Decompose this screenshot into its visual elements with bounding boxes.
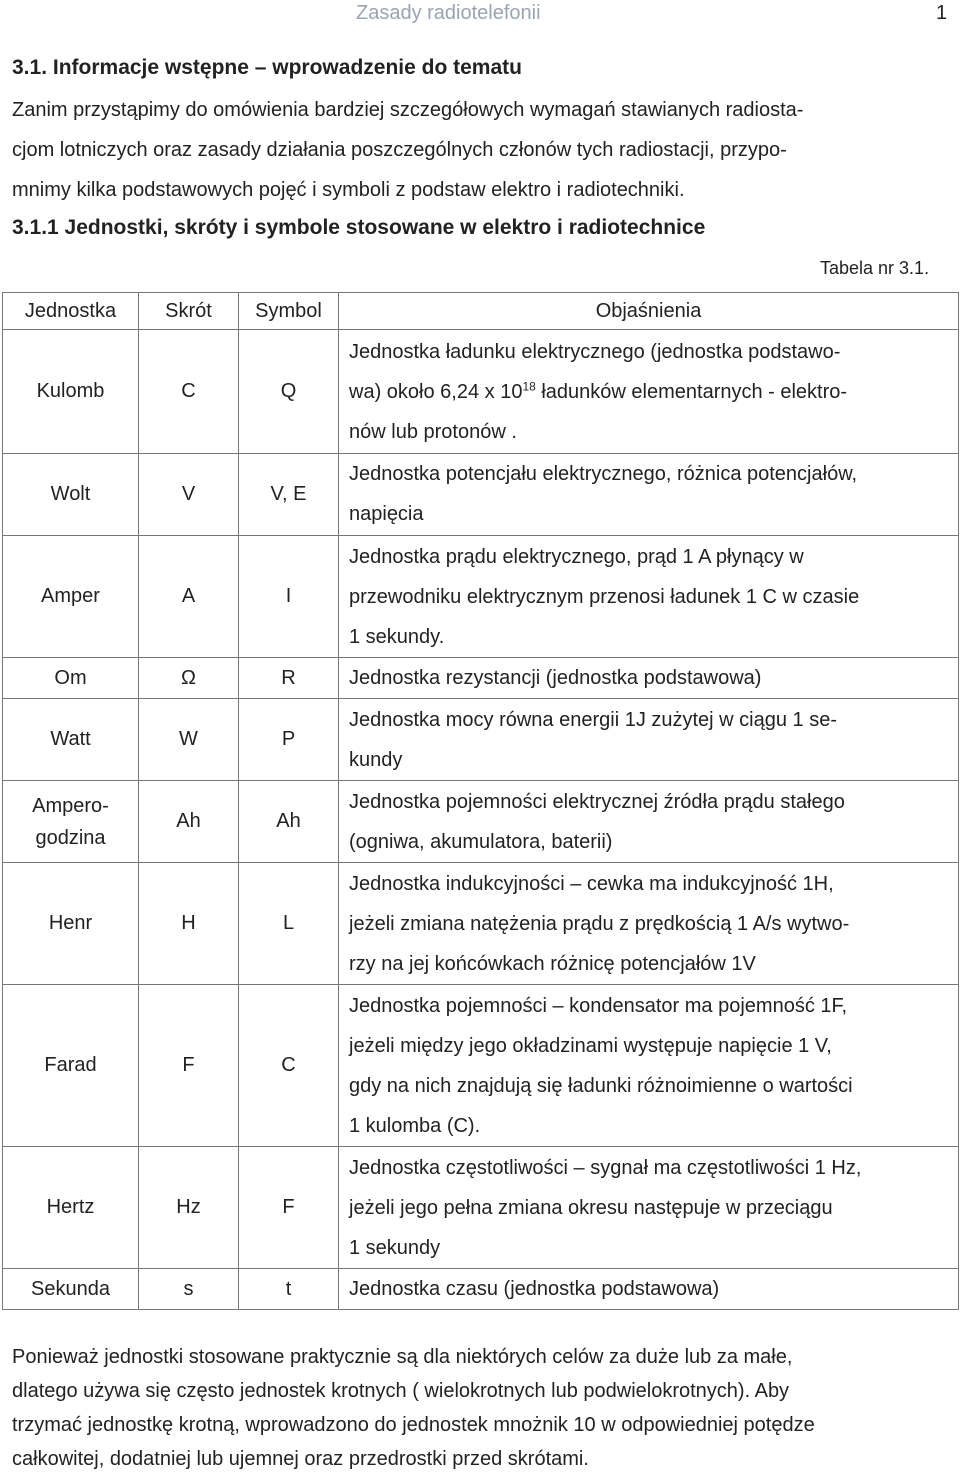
section-heading: 3.1. Informacje wstępne – wprowadzenie do tematu — [12, 56, 522, 79]
unit-name-line: Wolt — [50, 483, 91, 505]
unit-name-line: Henr — [48, 912, 93, 934]
cell-abbreviation: A — [139, 536, 239, 658]
explanation-line: rzy na jej końcówkach różnicę potencjałów 1V — [349, 952, 756, 975]
explanation-line — [349, 372, 950, 412]
cell-abbreviation: Ω — [139, 658, 239, 699]
exponent: 18 — [522, 378, 536, 393]
explanation-line: jeżeli zmiana natężenia prądu z prędkością 1 A/s wytwo- — [349, 912, 850, 935]
table-row — [3, 1269, 959, 1310]
cell-explanation — [339, 1147, 959, 1269]
table-row — [3, 781, 959, 863]
cell-unit-name — [3, 863, 139, 985]
cell-unit-name — [3, 454, 139, 536]
cell-symbol: t — [239, 1269, 339, 1310]
outro-line: trzymać jednostkę krotną, wprowadzono do jednostek mnożnik 10 w odpowiedniej potędze — [12, 1414, 815, 1436]
cell-explanation — [339, 1269, 959, 1310]
cell-explanation — [339, 536, 959, 658]
intro-paragraph — [12, 90, 952, 210]
cell-unit-name — [3, 658, 139, 699]
table-body — [3, 330, 959, 1310]
header-abbreviation: Skrót — [139, 293, 239, 330]
table-row — [3, 330, 959, 454]
cell-symbol: P — [239, 699, 339, 781]
cell-explanation — [339, 781, 959, 863]
unit-name-line: Kulomb — [36, 380, 105, 402]
outro-paragraph — [12, 1340, 952, 1476]
table-row — [3, 985, 959, 1147]
explanation-line: przewodniku elektrycznym przenosi ładunek 1 C w czasie — [349, 585, 860, 608]
cell-explanation — [339, 658, 959, 699]
cell-unit-name — [3, 1147, 139, 1269]
explanation-line: jeżeli między jego okładzinami występuje napięcie 1 V, — [349, 1034, 832, 1057]
table-row — [3, 863, 959, 985]
unit-name-line: Amper — [41, 585, 100, 607]
cell-abbreviation: s — [139, 1269, 239, 1310]
cell-abbreviation: H — [139, 863, 239, 985]
explanation-line: Jednostka ładunku elektrycznego (jednostka podstawo- — [349, 340, 841, 363]
explanation-line: Jednostka indukcyjności – cewka ma indukcyjność 1H, — [349, 872, 834, 895]
intro-line: Zanim przystąpimy do omówienia bardziej szczegółowych wymagań stawianych radiosta- — [12, 99, 804, 121]
page-number: 1 — [936, 2, 948, 24]
unit-name-line: Watt — [50, 728, 91, 750]
table-caption: Tabela nr 3.1. — [820, 258, 930, 278]
cell-unit-name — [3, 330, 139, 454]
explanation-line: (ogniwa, akumulatora, baterii) — [349, 830, 613, 853]
explanation-line: Jednostka pojemności – kondensator ma pojemność 1F, — [349, 994, 848, 1017]
cell-explanation — [339, 330, 959, 454]
running-header-title: Zasady radiotelefonii — [356, 2, 541, 24]
explanation-line: napięcia — [349, 503, 424, 525]
cell-unit-name — [3, 781, 139, 863]
cell-explanation — [339, 863, 959, 985]
intro-line: cjom lotniczych oraz zasady działania poszczególnych członów tych radiostacji, przypo- — [12, 139, 787, 161]
unit-name-line: godzina — [35, 826, 106, 849]
header-symbol: Symbol — [239, 293, 339, 330]
explanation-line: kundy — [349, 748, 403, 771]
intro-line: mnimy kilka podstawowych pojęć i symboli z podstaw elektro i radiotechniki. — [12, 179, 685, 201]
cell-unit-name — [3, 536, 139, 658]
table-row — [3, 536, 959, 658]
cell-symbol: F — [239, 1147, 339, 1269]
explanation-line: Jednostka czasu (jednostka podstawowa) — [349, 1278, 720, 1300]
explanation-line: gdy na nich znajdują się ładunki różnoimienne o wartości — [349, 1074, 853, 1097]
explanation-line: Jednostka prądu elektrycznego, prąd 1 A płynący w — [349, 545, 804, 568]
explanation-text: wa) około 6,24 x 10 — [349, 380, 523, 403]
table-row — [3, 699, 959, 781]
unit-name-line: Ampero- — [32, 794, 109, 817]
cell-unit-name — [3, 699, 139, 781]
unit-name-line: Sekunda — [31, 1277, 110, 1300]
cell-symbol: I — [239, 536, 339, 658]
explanation-line: 1 kulomba (C). — [349, 1114, 481, 1137]
subsection-heading: 3.1.1 Jednostki, skróty i symbole stosowane w elektro i radiotechnice — [12, 216, 706, 239]
explanation-line: Jednostka częstotliwości – sygnał ma częstotliwości 1 Hz, — [349, 1156, 862, 1179]
unit-name-line: Hertz — [46, 1196, 95, 1218]
cell-explanation — [339, 699, 959, 781]
unit-name-line: Farad — [44, 1054, 97, 1076]
explanation-line: 1 sekundy. — [349, 625, 445, 648]
explanation-line: Jednostka pojemności elektrycznej źródła prądu stałego — [349, 790, 845, 813]
explanation-line: Jednostka mocy równa energii 1J zużytej w ciągu 1 se- — [349, 708, 838, 731]
cell-explanation — [339, 985, 959, 1147]
cell-symbol: Q — [239, 330, 339, 454]
outro-line: Ponieważ jednostki stosowane praktycznie są dla niektórych celów za duże lub za małe, — [12, 1346, 793, 1368]
cell-abbreviation: Ah — [139, 781, 239, 863]
cell-abbreviation: C — [139, 330, 239, 454]
cell-abbreviation: V — [139, 454, 239, 536]
cell-explanation — [339, 454, 959, 536]
outro-line: dlatego używa się często jednostek krotnych ( wielokrotnych lub podwielokrotnych). Aby — [12, 1380, 790, 1402]
header-explanation: Objaśnienia — [339, 293, 959, 330]
cell-symbol: L — [239, 863, 339, 985]
cell-symbol: V, E — [239, 454, 339, 536]
outro-line: całkowitej, dodatniej lub ujemnej oraz przedrostki przed skrótami. — [12, 1448, 589, 1470]
table-row — [3, 1147, 959, 1269]
explanation-line: jeżeli jego pełna zmiana okresu następuje w przeciągu — [349, 1196, 833, 1219]
header-unit: Jednostka — [3, 293, 139, 330]
units-table — [2, 292, 959, 1310]
explanation-line: nów lub protonów . — [349, 420, 517, 443]
table-header-row — [3, 293, 959, 330]
cell-symbol: Ah — [239, 781, 339, 863]
explanation-line: Jednostka rezystancji (jednostka podstawowa) — [349, 667, 762, 689]
cell-symbol: C — [239, 985, 339, 1147]
explanation-line: 1 sekundy — [349, 1236, 441, 1259]
cell-abbreviation: W — [139, 699, 239, 781]
cell-unit-name — [3, 985, 139, 1147]
explanation-line: Jednostka potencjału elektrycznego, różnica potencjałów, — [349, 463, 858, 485]
cell-abbreviation: F — [139, 985, 239, 1147]
cell-abbreviation: Hz — [139, 1147, 239, 1269]
cell-symbol: R — [239, 658, 339, 699]
table-row — [3, 658, 959, 699]
explanation-text: ładunków elementarnych - elektro- — [535, 380, 848, 403]
unit-name-line: Om — [54, 666, 87, 689]
table-row — [3, 454, 959, 536]
cell-unit-name — [3, 1269, 139, 1310]
